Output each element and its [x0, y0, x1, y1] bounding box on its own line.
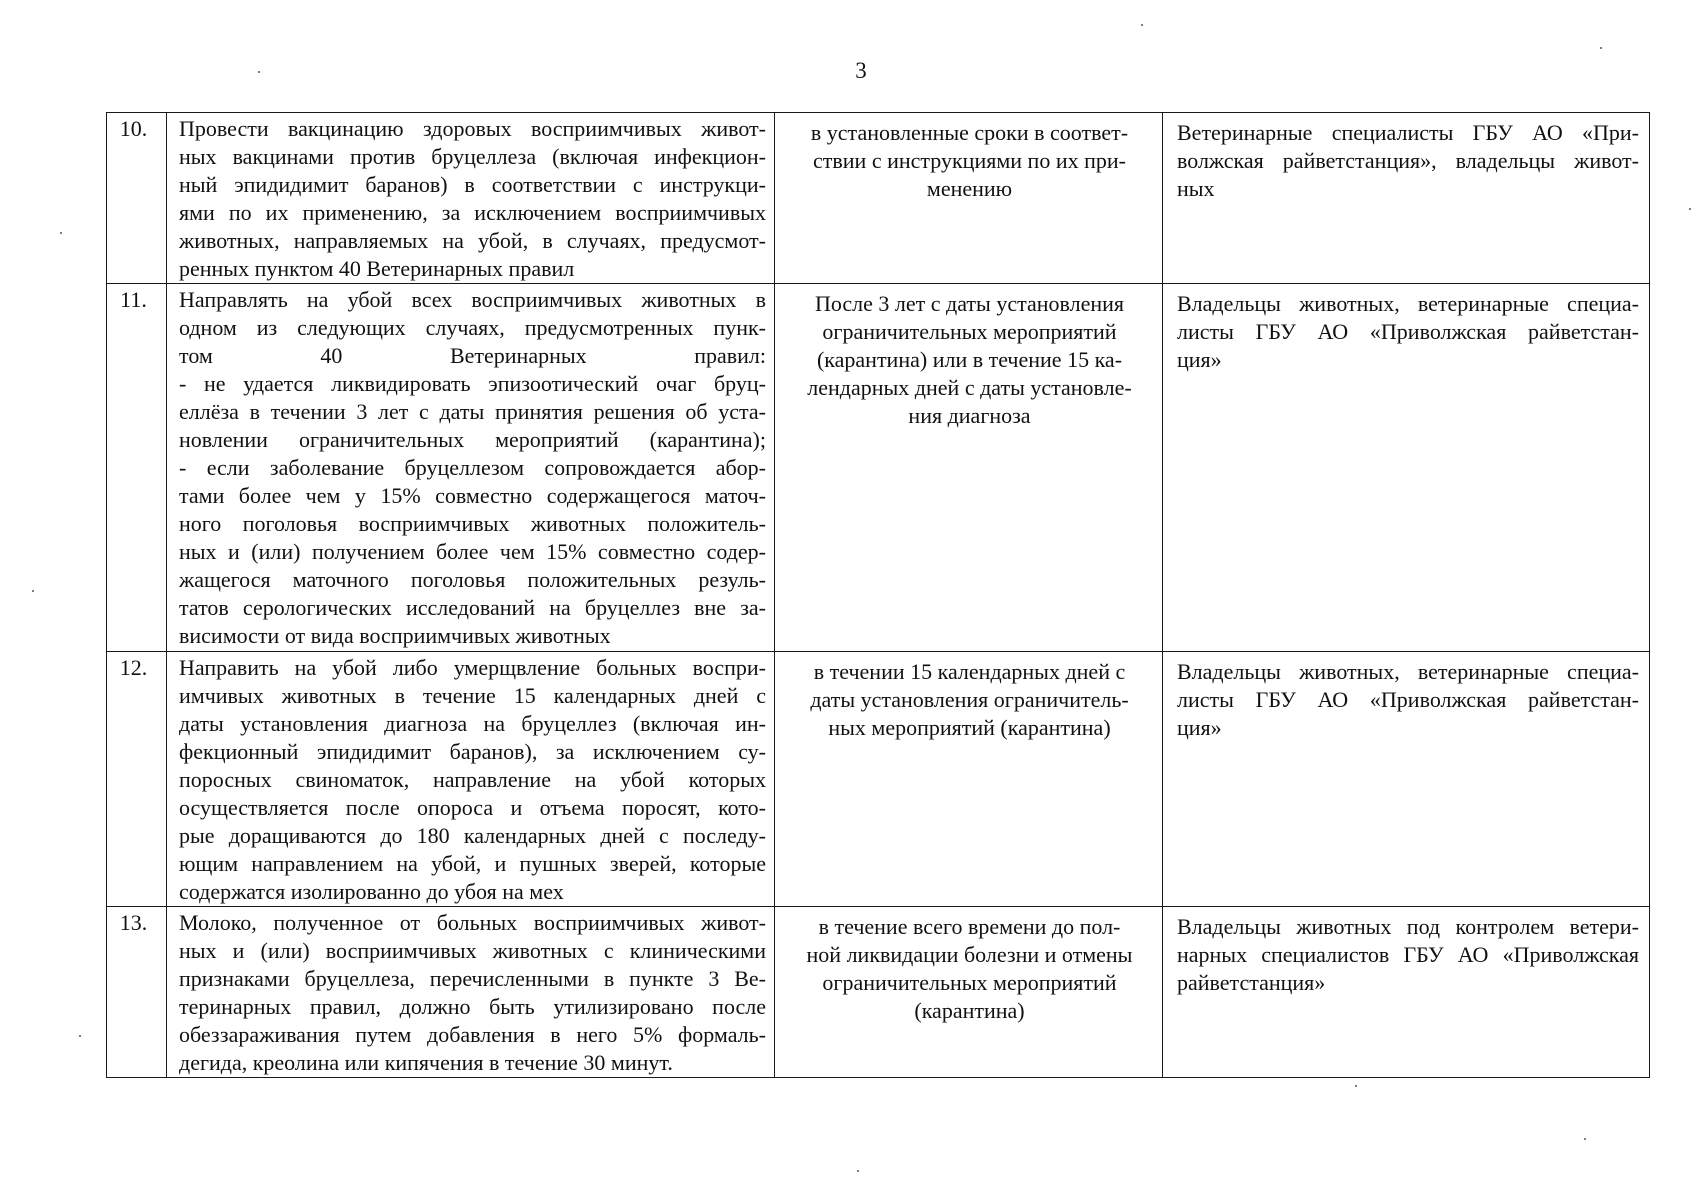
cell-text-line: ного поголовья восприимчивых животных положитель- — [179, 511, 766, 536]
cell-text-line: листы ГБУ АО «Приволжская райветстан- — [1177, 319, 1639, 344]
measures-table — [106, 112, 1650, 1078]
cell-text-line: ция» — [1177, 347, 1222, 372]
cell-text-line: даты установления ограничитель- — [810, 687, 1129, 712]
cell-text-line: обеззараживания путем добавления в него 5% формаль- — [179, 1022, 766, 1047]
cell-text-line: ных вакцинами против бруцеллеза (включая инфекцион- — [179, 144, 766, 169]
cell-text-line: в течении 15 календарных дней с — [813, 659, 1126, 684]
cell-text-line: новлении ограничительных мероприятий (карантина); — [179, 427, 766, 452]
cell-text-line: Провести вакцинацию здоровых восприимчивых живот- — [179, 116, 766, 141]
measure-cell — [167, 284, 775, 652]
cell-text-line: том 40 Ветеринарных правил: — [179, 343, 766, 368]
scan-speck — [1141, 24, 1143, 26]
cell-text-line: ных и (или) получением более чем 15% совместно содер- — [179, 539, 766, 564]
page-number: 3 — [855, 58, 867, 83]
table-row — [107, 113, 1650, 284]
row-number-cell: 10. — [107, 113, 167, 284]
cell-text-line: висимости от вида восприимчивых животных — [179, 623, 611, 648]
responsible-cell — [1163, 113, 1650, 284]
cell-text-line: еллёза в течении 3 лет с даты принятия решения об уста- — [179, 399, 766, 424]
cell-text-line: жащегося маточного поголовья положительных резуль- — [179, 567, 766, 592]
cell-text-line: - не удается ликвидировать эпизоотический очаг бруц- — [179, 371, 766, 396]
cell-text-line: ция» — [1177, 715, 1222, 740]
cell-text-line: содержатся изолированно до убоя на мех — [179, 879, 564, 904]
scan-speck — [258, 71, 260, 73]
cell-text-line: рые доращиваются до 180 календарных дней с последу- — [179, 823, 766, 848]
cell-text-line: листы ГБУ АО «Приволжская райветстан- — [1177, 687, 1639, 712]
table-row — [107, 907, 1650, 1078]
scan-speck — [1584, 1138, 1586, 1140]
cell-text-line: теринарных правил, должно быть утилизировано после — [179, 994, 766, 1019]
row-number-cell: 12. — [107, 652, 167, 907]
measure-cell — [167, 652, 775, 907]
cell-text-line: Владельцы животных под контролем ветери- — [1177, 914, 1639, 939]
cell-text-line: Ветеринарные специалисты ГБУ АО «При- — [1177, 120, 1639, 145]
cell-text-line: Владельцы животных, ветеринарные специа- — [1177, 291, 1639, 316]
cell-text-line: Направлять на убой всех восприимчивых животных в — [179, 287, 766, 312]
term-cell — [775, 113, 1163, 284]
cell-text-line: ных — [1177, 176, 1215, 201]
cell-text-line: ющим направлением на убой, и пушных зверей, которые — [179, 851, 766, 876]
cell-text-line: После 3 лет с даты установления — [814, 291, 1125, 316]
cell-text-line: поросных свиноматок, направление на убой которых — [179, 767, 766, 792]
row-number-cell: 13. — [107, 907, 167, 1078]
table-row — [107, 652, 1650, 907]
scan-speck — [1600, 47, 1602, 49]
cell-text-line: ный эпидидимит баранов) в соответствии с инструкци- — [179, 172, 766, 197]
measure-cell — [167, 113, 775, 284]
table-body — [107, 113, 1650, 1078]
cell-text-line: ями по их применению, за исключением восприимчивых — [179, 200, 766, 225]
scan-speck — [32, 590, 34, 592]
row-number-cell: 11. — [107, 284, 167, 652]
table-row — [107, 284, 1650, 652]
cell-text-line: ния диагноза — [908, 403, 1031, 428]
scan-speck — [79, 1035, 81, 1037]
cell-text-line: Молоко, полученное от больных восприимчивых живот- — [179, 910, 766, 935]
cell-text-line: фекционный эпидидимит баранов), за исключением су- — [179, 739, 766, 764]
measure-cell — [167, 907, 775, 1078]
cell-text-line: в течение всего времени до пол- — [818, 914, 1121, 939]
cell-text-line: ных и (или) восприимчивых животных с клиническими — [179, 938, 766, 963]
cell-text-line: в установленные сроки в соответ- — [810, 120, 1129, 145]
cell-text-line: ограничительных мероприятий — [822, 319, 1117, 344]
cell-text-line: ных мероприятий (карантина) — [828, 715, 1111, 740]
term-cell — [775, 907, 1163, 1078]
cell-text-line: нарных специалистов ГБУ АО «Приволжская — [1177, 942, 1639, 967]
cell-text-line: ной ликвидации болезни и отмены — [806, 942, 1133, 967]
cell-text-line: (карантина) или в течение 15 ка- — [816, 347, 1123, 372]
responsible-cell — [1163, 907, 1650, 1078]
cell-text-line: Владельцы животных, ветеринарные специа- — [1177, 659, 1639, 684]
cell-text-line: Направить на убой либо умерщвление больных воспри- — [179, 655, 766, 680]
cell-text-line: ствии с инструкциями по их при- — [813, 148, 1126, 173]
scan-speck — [1355, 1085, 1357, 1087]
cell-text-line: животных, направляемых на убой, в случаях, предусмот- — [179, 228, 766, 253]
cell-text-line: дегида, креолина или кипячения в течение 30 минут. — [179, 1050, 673, 1075]
cell-text-line: тами более чем у 15% совместно содержащегося маточ- — [179, 483, 766, 508]
cell-text-line: (карантина) — [914, 998, 1025, 1023]
cell-text-line: ограничительных мероприятий — [822, 970, 1117, 995]
term-cell — [775, 284, 1163, 652]
cell-text-line: татов серологических исследований на бруцеллез вне за- — [179, 595, 766, 620]
cell-text-line: даты установления диагноза на бруцеллез (включая ин- — [179, 711, 766, 736]
cell-text-line: признаками бруцеллеза, перечисленными в пункте 3 Ве- — [179, 966, 766, 991]
term-cell — [775, 652, 1163, 907]
cell-text-line: одном из следующих случаях, предусмотренных пунк- — [179, 315, 766, 340]
scan-speck — [60, 232, 62, 234]
cell-text-line: имчивых животных в течение 15 календарных дней с — [179, 683, 766, 708]
cell-text-line: - если заболевание бруцеллезом сопровождается абор- — [179, 455, 766, 480]
scan-speck — [1689, 208, 1691, 210]
cell-text-line: лендарных дней с даты установле- — [807, 375, 1132, 400]
cell-text-line: волжская райветстанция», владельцы живот- — [1177, 148, 1639, 173]
scan-speck — [857, 1170, 859, 1172]
cell-text-line: райветстанция» — [1177, 970, 1326, 995]
cell-text-line: ренных пунктом 40 Ветеринарных правил — [179, 256, 575, 281]
cell-text-line: менению — [926, 176, 1013, 201]
cell-text-line: осуществляется после опороса и отъема поросят, кото- — [179, 795, 766, 820]
responsible-cell — [1163, 652, 1650, 907]
responsible-cell — [1163, 284, 1650, 652]
